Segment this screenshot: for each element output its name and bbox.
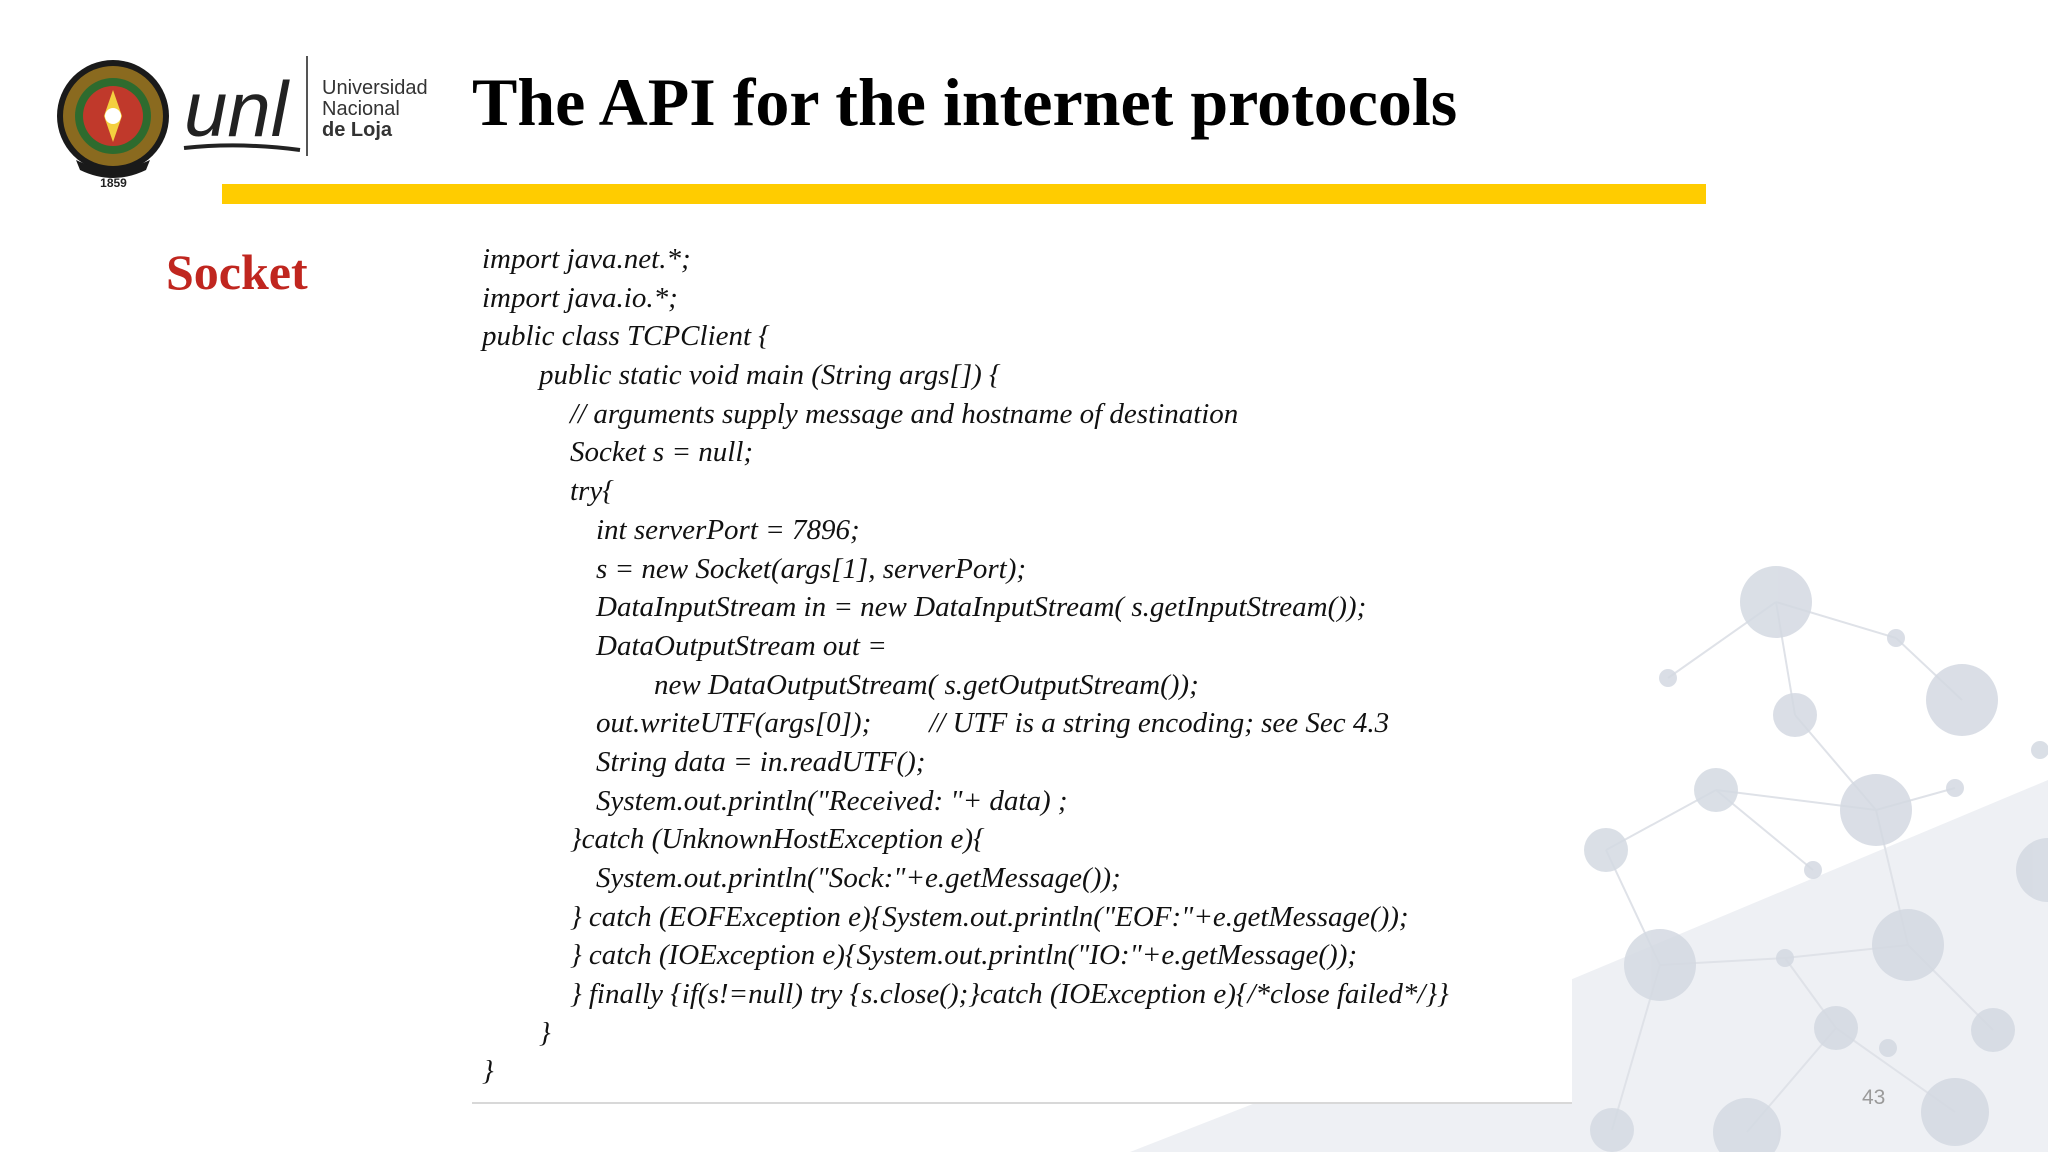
section-label: Socket — [166, 244, 308, 300]
university-name-line1: Universidad — [322, 77, 428, 99]
code-line: System.out.println("Sock:"+e.getMessage()); — [596, 862, 1121, 894]
logo-divider — [306, 56, 308, 156]
code-line: // arguments supply message and hostname of destination — [570, 397, 1239, 430]
code-line: System.out.println("Received: "+ data) ; — [596, 784, 1068, 817]
accent-bar — [222, 184, 1706, 204]
code-line: DataInputStream in = new DataInputStream( s.getInputStream()); — [596, 591, 1367, 624]
code-lines — [482, 240, 1449, 1091]
code-line: public class TCPClient { — [482, 320, 770, 353]
code-line: import java.net.*; — [482, 243, 691, 275]
university-seal-logo — [56, 56, 171, 191]
university-name-line2: Nacional — [322, 98, 400, 120]
university-name — [322, 78, 428, 141]
code-line: DataOutputStream out = — [596, 629, 887, 662]
page-number: 43 — [1862, 1086, 1886, 1109]
code-line: int serverPort = 7896; — [596, 513, 860, 546]
code-line: } catch (IOException e){System.out.println("IO:"+e.getMessage()); — [570, 939, 1358, 972]
code-line: public static void main (String args[]) { — [539, 359, 1001, 392]
code-listing-panel — [472, 240, 1572, 1104]
code-line: } finally {if(s!=null) try {s.close();}catch (IOException e){/*close failed*/}} — [570, 978, 1449, 1011]
university-name-line3: de Loja — [322, 119, 393, 141]
code-line: Socket s = null; — [570, 436, 754, 469]
code-line: try{ — [570, 475, 614, 508]
seal-year: 1859 — [100, 176, 127, 190]
code-line: new DataOutputStream( s.getOutputStream()); — [654, 668, 1199, 701]
unl-wordmark-text: unl — [184, 65, 289, 153]
code-line: import java.io.*; — [482, 281, 678, 314]
slide-title: The API for the internet protocols — [472, 64, 1458, 140]
code-line: } — [539, 1016, 551, 1049]
code-line: out.writeUTF(args[0]); // UTF is a string encoding; see Sec 4.3 — [596, 707, 1390, 740]
code-line: }catch (UnknownHostException e){ — [570, 823, 985, 856]
unl-wordmark-logo — [180, 62, 310, 157]
code-line: s = new Socket(args[1], serverPort); — [596, 552, 1027, 585]
code-line: } — [482, 1055, 494, 1088]
code-line: String data = in.readUTF(); — [596, 745, 926, 778]
code-line: } catch (EOFException e){System.out.println("EOF:"+e.getMessage()); — [570, 900, 1409, 933]
